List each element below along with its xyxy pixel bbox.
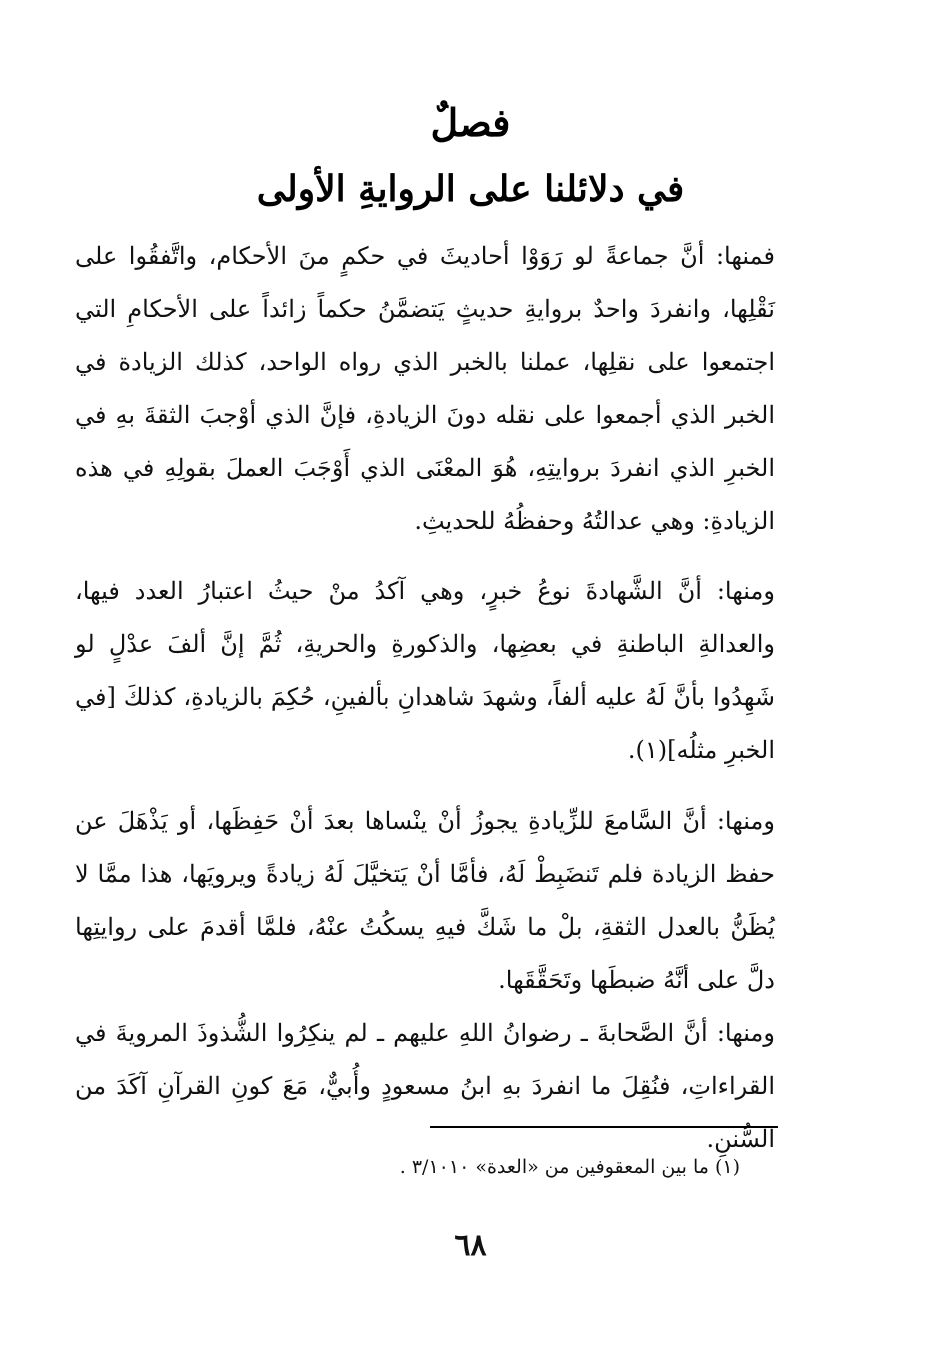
- page-number: ٦٨: [454, 1228, 487, 1263]
- footnote: (١) ما بين المعقوفين من «العدة» ٣/١٠١٠ .: [399, 1156, 740, 1178]
- paragraph-3: ومنها: أنَّ السَّامعَ للزِّيادةِ يجوزُ أنْ ينْساها بعدَ أنْ حَفِظَها، أو يَذْهَلَ عن حفظ الزيادة فلم تَنضَبِطْ لَهُ، فأمَّا أنْ يَتخيَّلَ لَهُ زيادةً ويرويَها، هذا ممَّا لا يُظَنُّ بالعدل الثقةِ، بلْ ما شَكَّ فيهِ يسكُتُ عنْهُ، فلمَّا أقدمَ على روايتِها دلَّ على أنَّهُ ضبطَها وتَحَقَّقَها.: [75, 807, 775, 994]
- chapter-title: فصلٌ: [430, 100, 511, 145]
- chapter-subtitle: في دلائلنا على الروايةِ الأولى: [256, 168, 685, 210]
- footnote-divider: [430, 1126, 778, 1128]
- paragraph-4: ومنها: أنَّ الصَّحابةَ ـ رضوانُ اللهِ عليهم ـ لم ينكِرُوا الشُّذوذَ المرويةَ في القراءاتِ، فنُقِلَ ما انفردَ بهِ ابنُ مسعودٍ وأُبيٌّ، مَعَ كونِ القرآنِ آكَدَ من السُّننِ.: [75, 1019, 775, 1153]
- paragraph-2: ومنها: أنَّ الشَّهادةَ نوعُ خبرٍ، وهي آكدُ منْ حيثُ اعتبارُ العدد فيها، والعدالةِ الباطنةِ في بعضِها، والذكورةِ والحريةِ، ثُمَّ إنَّ ألفَ عدْلٍ لو شَهِدُوا بأنَّ لَهُ عليه ألفاً، وشهدَ شاهدانِ بألفينِ، حُكِمَ بالزيادةِ، كذلكَ [في الخبرِ مثلُه](١).: [75, 577, 775, 764]
- paragraph-1: فمنها: أنَّ جماعةً لو رَوَوْا أحاديثَ في حكمٍ منَ الأحكام، واتَّفقُوا على نَقْلِها، وانفردَ واحدٌ بروايةِ حديثٍ يَتضمَّنُ حكماً زائداً على الأحكامِ التي اجتمعوا على نقلِها، عملنا بالخبر الذي رواه الواحد، كذلك الزيادة في الخبر الذي أجمعوا على نقله دونَ الزيادةِ، فإنَّ الذي أوْجبَ الثقةَ بهِ في الخبرِ الذي انفردَ بروايتِهِ، هُوَ المعْنَى الذي أَوْجَبَ العملَ بقولِهِ في هذه الزيادةِ: وهي عدالتُهُ وحفظُهُ للحديثِ.: [75, 242, 775, 535]
